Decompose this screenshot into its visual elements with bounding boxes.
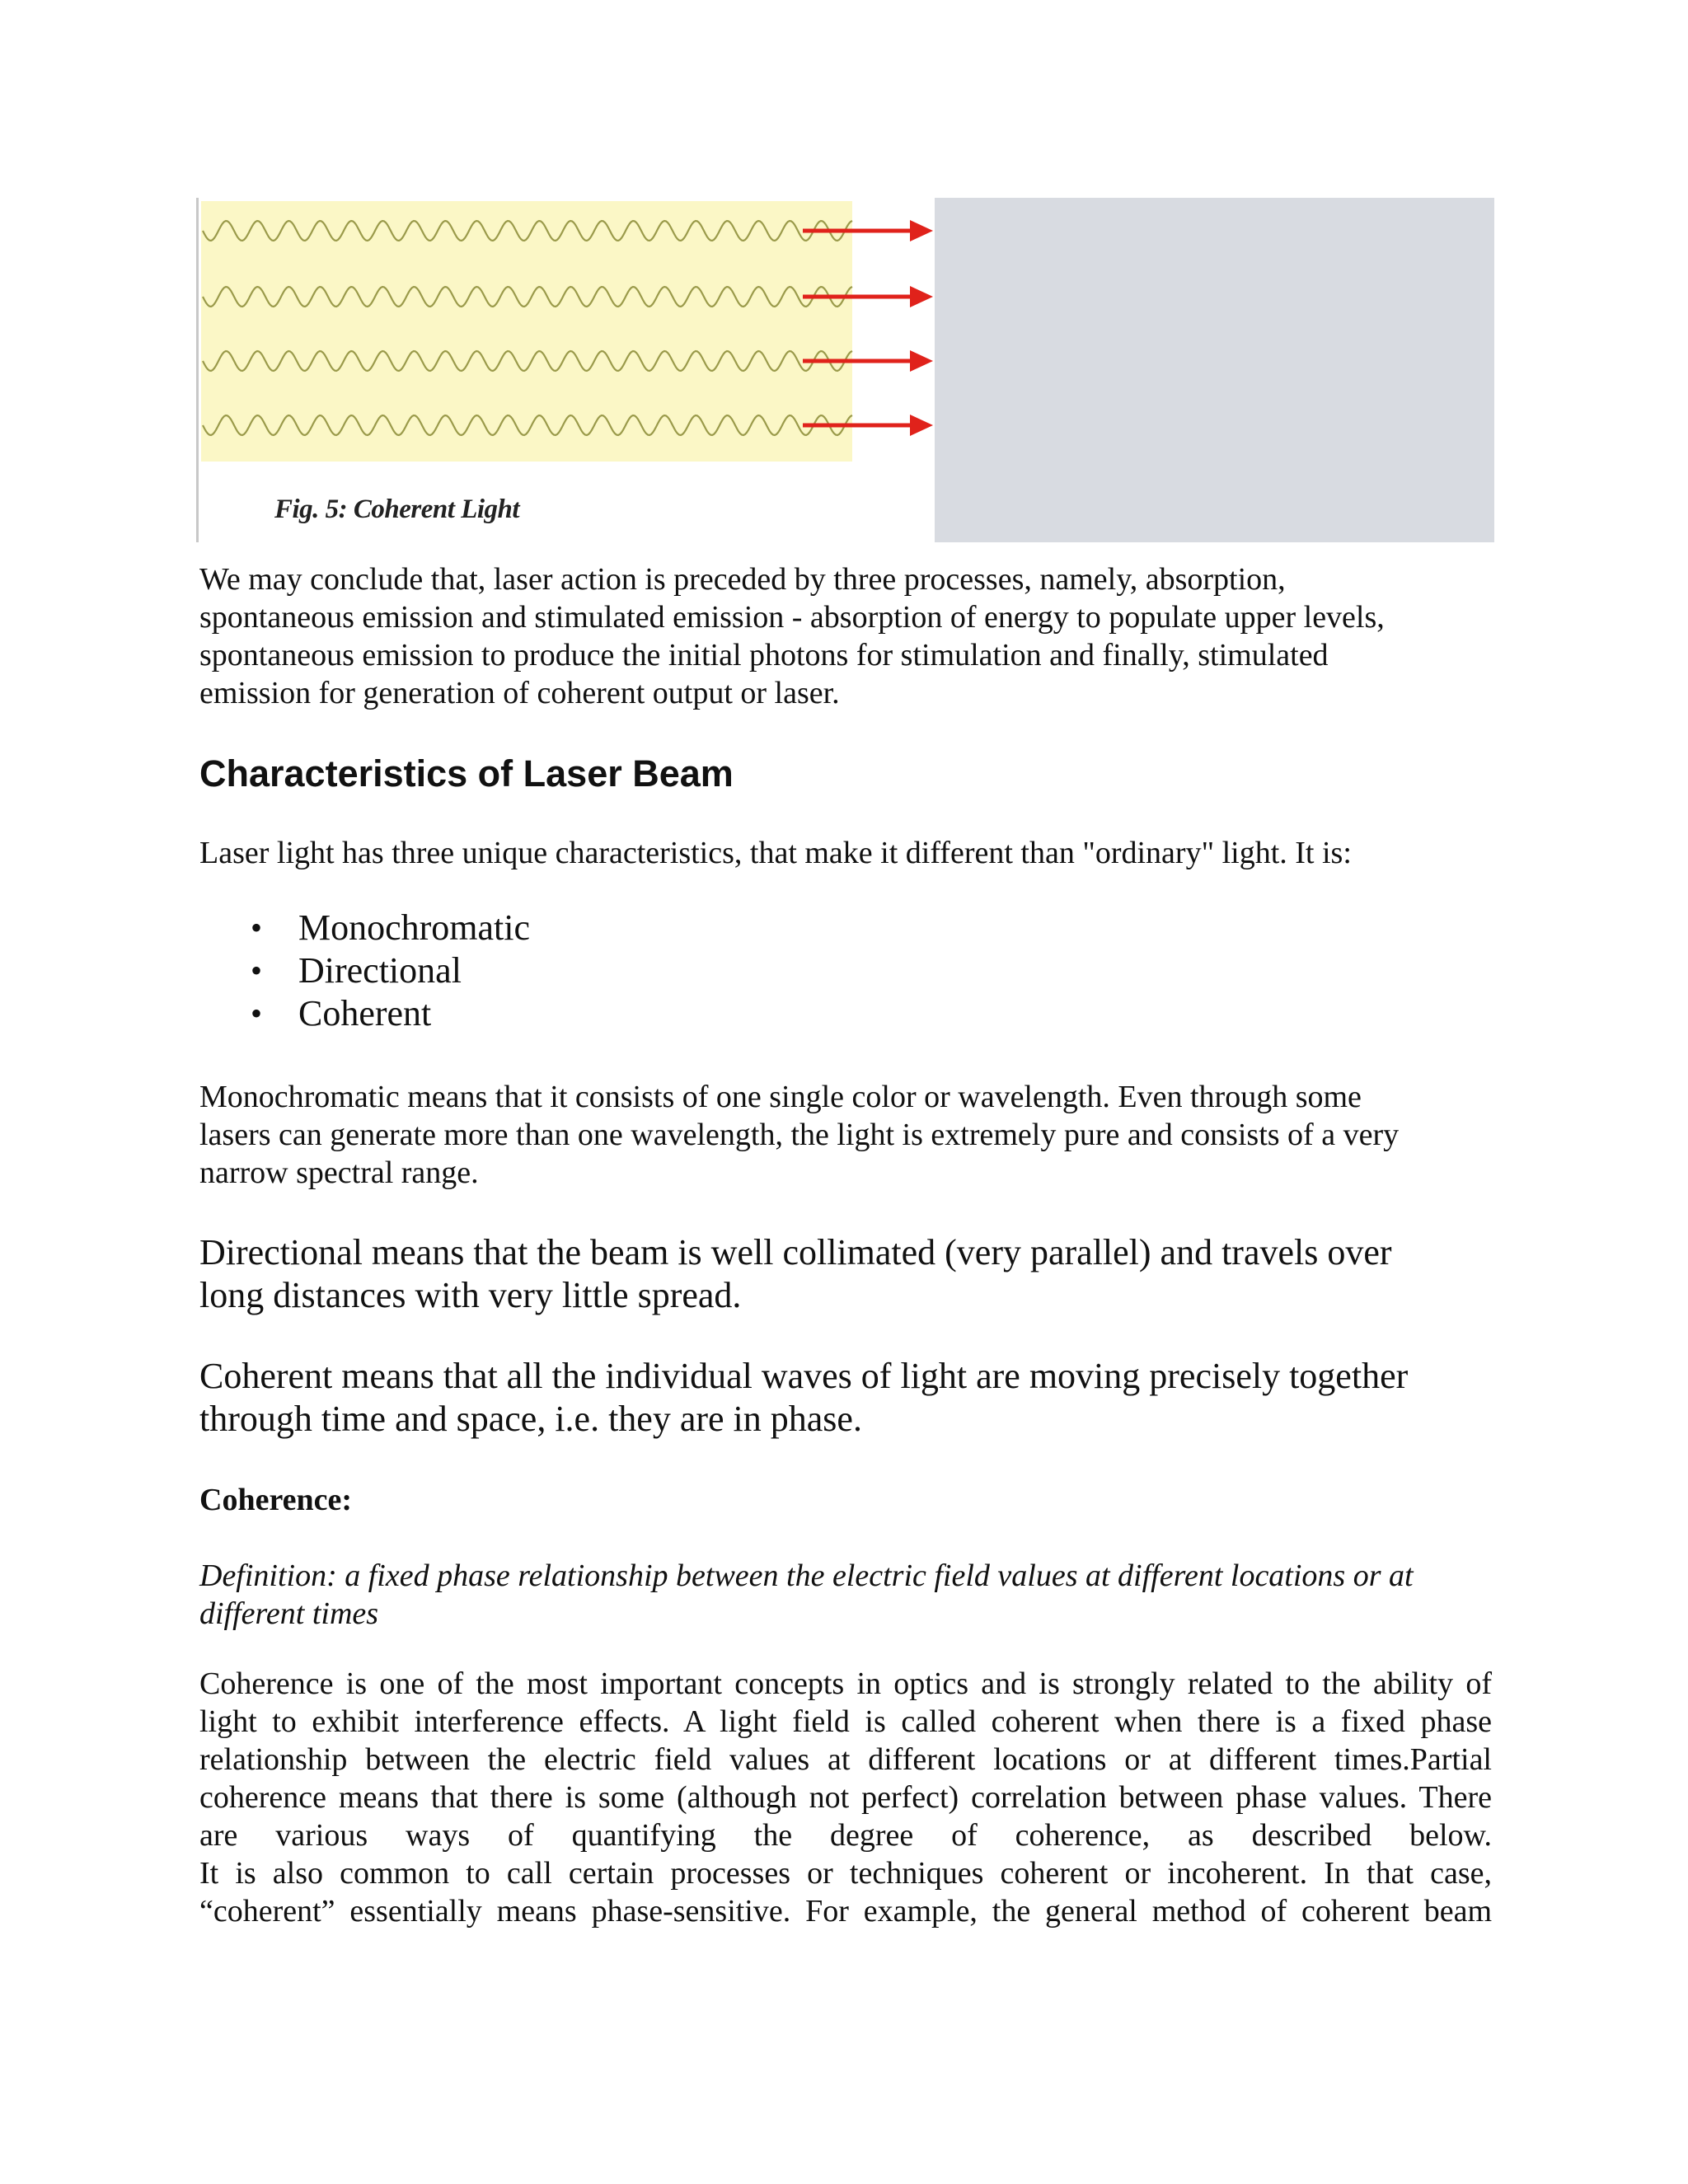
list-item-label: Directional	[298, 950, 462, 991]
intro-paragraph	[199, 560, 1492, 712]
coherence-line: coherence means that there is some (although not perfect) correlation between phase values. There	[199, 1780, 1492, 1815]
characteristics-list	[199, 907, 530, 1035]
characteristics-intro: Laser light has three unique characteristics, that make it different than "ordinary" light. It is:	[199, 836, 1352, 870]
coherence-paragraph	[199, 1665, 1492, 1930]
bullet-icon: •	[251, 995, 263, 1032]
list-item-label: Coherent	[298, 993, 432, 1033]
directional-paragraph	[199, 1231, 1492, 1317]
directional-line: long distances with very little spread.	[199, 1275, 742, 1315]
coherence-label: Coherence:	[199, 1483, 353, 1517]
bullet-icon: •	[251, 952, 263, 989]
monochromatic-line: narrow spectral range.	[199, 1155, 479, 1190]
list-item-label: Monochromatic	[298, 907, 531, 948]
coherent-light-figure	[196, 198, 1494, 542]
coherent-paragraph	[199, 1355, 1492, 1441]
coherent-line: through time and space, i.e. they are in phase.	[199, 1399, 862, 1439]
monochromatic-line: lasers can generate more than one wavelength, the light is extremely pure and consists of a very	[199, 1118, 1400, 1152]
arrow-head-icon	[910, 350, 933, 372]
definition-line: Definition: a fixed phase relationship between the electric field values at different locations or at	[199, 1558, 1414, 1593]
bullet-icon: •	[251, 909, 263, 946]
figure-image-panel	[196, 198, 936, 542]
definition-line: different times	[199, 1596, 379, 1631]
coherence-line: Coherence is one of the most important concepts in optics and is strongly related to the ability of	[199, 1666, 1492, 1701]
coherent-line: Coherent means that all the individual waves of light are moving precisely together	[199, 1356, 1409, 1396]
intro-line: spontaneous emission to produce the initial photons for stimulation and finally, stimulated	[199, 638, 1329, 673]
list-item	[199, 992, 530, 1035]
monochromatic-line: Monochromatic means that it consists of one single color or wavelength. Even through some	[199, 1080, 1362, 1114]
directional-line: Directional means that the beam is well collimated (very parallel) and travels over	[199, 1232, 1392, 1272]
intro-line: We may conclude that, laser action is preceded by three processes, namely, absorption,	[199, 562, 1286, 597]
coherent-waves-diagram	[201, 198, 936, 478]
coherence-line: “coherent” essentially means phase-sensitive. For example, the general method of coherent beam	[199, 1894, 1492, 1929]
coherence-line: relationship between the electric field values at different locations or at different times.Partial	[199, 1742, 1492, 1777]
section-heading: Characteristics of Laser Beam	[199, 752, 734, 794]
intro-line: emission for generation of coherent output or laser.	[199, 676, 840, 710]
coherence-line: It is also common to call certain processes or techniques coherent or incoherent. In that case,	[199, 1856, 1492, 1891]
coherence-line: light to exhibit interference effects. A light field is called coherent when there is a fixed phase	[199, 1704, 1492, 1739]
coherence-line: are various ways of quantifying the degree of coherence, as described below.	[199, 1818, 1492, 1853]
intro-line: spontaneous emission and stimulated emission - absorption of energy to populate upper levels,	[199, 600, 1385, 635]
figure-caption: Fig. 5: Coherent Light	[274, 494, 520, 524]
coherence-definition	[199, 1557, 1492, 1633]
list-item	[199, 907, 530, 949]
arrow-head-icon	[910, 415, 933, 436]
list-item	[199, 949, 530, 992]
arrow-head-icon	[910, 220, 933, 241]
figure-blank-panel	[935, 198, 1494, 542]
arrow-head-icon	[910, 286, 933, 307]
monochromatic-paragraph	[199, 1078, 1492, 1192]
